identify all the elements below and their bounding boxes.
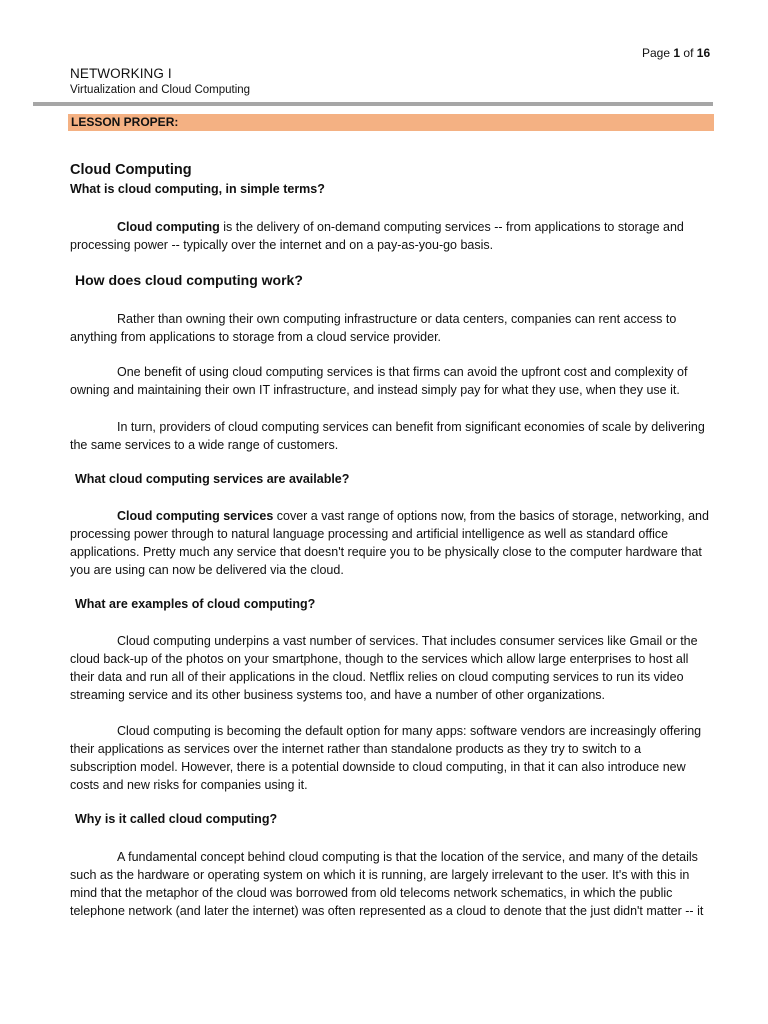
- why-heading: Why is it called cloud computing?: [75, 812, 278, 826]
- lesson-proper-banner: [68, 114, 714, 131]
- services-heading-block: [75, 472, 715, 486]
- paragraph-5: [70, 507, 710, 579]
- course-title: NETWORKING I: [70, 66, 172, 81]
- question-heading: What is cloud computing, in simple terms?: [70, 182, 325, 196]
- how-it-works-block: [75, 272, 715, 288]
- section-title-block: [70, 162, 710, 178]
- paragraph-benefit: One benefit of using cloud computing services is that firms can avoid the upfront cost and complexity of owning and maintaining their own IT infrastructure, and instead simply pay for what they use, when they use it.: [70, 365, 688, 397]
- why-heading-block: [75, 812, 715, 826]
- examples-heading-block: [75, 597, 715, 611]
- paragraph-why-cloud: A fundamental concept behind cloud computing is that the location of the service, and many of the details such as the hardware or operating system on which it is running, are largely irrelevant to the user. It's with this in mind that the metaphor of the cloud was borrowed from old telecoms network schematics, in which the public telephone network (and later the internet) was often represented as a cloud to denote that the just didn't matter -- it: [70, 850, 704, 918]
- paragraph-7: [70, 722, 710, 794]
- paragraph-rent-access: Rather than owning their own computing infrastructure or data centers, companies can rent access to anything from applications to storage from a cloud service provider.: [70, 312, 677, 344]
- paragraph-4: [70, 418, 710, 454]
- paragraph-2: [70, 310, 710, 346]
- page-current: 1: [673, 46, 681, 60]
- paragraph-default-option: Cloud computing is becoming the default option for many apps: software vendors are increasingly offering their applications as services over the internet rather than standalone products as they try to switch to a subscription model. However, there is a potential downside to cloud computing, in that it can also introduce new costs and new risks for companies using it.: [70, 724, 702, 792]
- page-prefix: Page: [642, 46, 671, 60]
- definition-text: is the delivery of on-demand computing services -- from applications to storage and processing power -- typically over the internet and on a pay-as-you-go basis.: [70, 220, 684, 252]
- definition-term: Cloud computing: [117, 220, 220, 234]
- paragraph-definition: [70, 218, 710, 254]
- examples-heading: What are examples of cloud computing?: [75, 597, 316, 611]
- how-it-works-heading: How does cloud computing work?: [75, 272, 303, 288]
- section-title: Cloud Computing: [70, 162, 192, 178]
- services-term: Cloud computing services: [117, 509, 274, 523]
- paragraph-8: [70, 848, 710, 920]
- course-topic: Virtualization and Cloud Computing: [70, 84, 251, 96]
- lesson-proper-label: LESSON PROPER:: [71, 115, 179, 129]
- services-text: cover a vast range of options now, from the basics of storage, networking, and processing power through to natural language processing and artificial intelligence as well as standard office applications. Pretty much any service that doesn't require you to be physically close to the computer hardware that you are using can now be delivered via the cloud.: [70, 509, 709, 577]
- page-total: 16: [696, 46, 711, 60]
- paragraph-6: [70, 632, 710, 704]
- paragraph-examples: Cloud computing underpins a vast number of services. That includes consumer services like Gmail or the cloud back-up of the photos on your smartphone, though to the services which allow large enterprises to host all their data and run all of their applications in the cloud. Netflix relies on cloud computing services to run its video streaming service and its other business systems too, and have a number of other organizations.: [70, 634, 698, 702]
- paragraph-3: [70, 363, 710, 399]
- page-of: of: [683, 46, 694, 60]
- services-heading: What cloud computing services are available?: [75, 472, 350, 486]
- paragraph-economies: In turn, providers of cloud computing services can benefit from significant economies of scale by delivering the same services to a wide range of customers.: [70, 420, 705, 452]
- header-divider: [33, 102, 713, 106]
- question-block: [70, 182, 710, 196]
- page-number: [642, 46, 710, 60]
